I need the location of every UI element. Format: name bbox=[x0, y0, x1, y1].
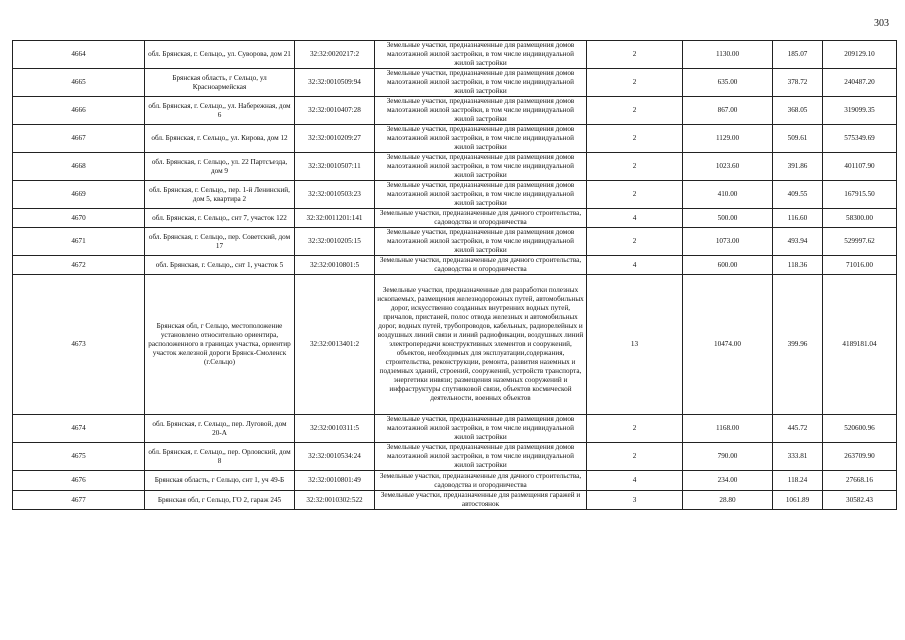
cadastral-value: 30582.43 bbox=[823, 491, 897, 510]
address-cell: обл. Брянская, г. Сельцо,, пер. Орловский, дом 8 bbox=[145, 443, 295, 471]
area-value: 28.80 bbox=[683, 491, 773, 510]
category-code: 2 bbox=[587, 153, 683, 181]
land-use-description: Земельные участки, предназначенные для размещения гаражей и автостоянок bbox=[375, 491, 587, 510]
area-value: 635.00 bbox=[683, 69, 773, 97]
land-use-description: Земельные участки, предназначенные для размещения домов малоэтажной жилой застройки, в том числе индивидуальной жилой застройки bbox=[375, 41, 587, 69]
cadastral-number: 32:32:0010311:5 bbox=[295, 415, 375, 443]
address-cell: обл. Брянская, г. Сельцо,, ул. 22 Партсъезда, дом 9 bbox=[145, 153, 295, 181]
table-row bbox=[13, 491, 897, 510]
cadastral-value: 319099.35 bbox=[823, 97, 897, 125]
area-value: 10474.00 bbox=[683, 275, 773, 415]
area-value: 867.00 bbox=[683, 97, 773, 125]
table-row bbox=[13, 41, 897, 69]
cadastral-number: 32:32:0010509:94 bbox=[295, 69, 375, 97]
table-row bbox=[13, 443, 897, 471]
address-cell: обл. Брянская, г. Сельцо,, ул. Кирова, дом 12 bbox=[145, 125, 295, 153]
address-cell: Брянская обл, г Сельцо, местоположение установлено относительно ориентира, расположенного в границах участка, ориентир участок железной дороги Брянск-Смоленск (г.Сельцо) bbox=[145, 275, 295, 415]
table-row bbox=[13, 181, 897, 209]
row-number: 4677 bbox=[13, 491, 145, 510]
row-number: 4668 bbox=[13, 153, 145, 181]
cadastral-value: 263709.90 bbox=[823, 443, 897, 471]
rate-value: 118.36 bbox=[773, 256, 823, 275]
area-value: 790.00 bbox=[683, 443, 773, 471]
rate-value: 509.61 bbox=[773, 125, 823, 153]
cadastral-value: 71016.00 bbox=[823, 256, 897, 275]
page-number: 303 bbox=[874, 18, 889, 29]
table-body bbox=[13, 41, 897, 510]
category-code: 2 bbox=[587, 181, 683, 209]
rate-value: 116.60 bbox=[773, 209, 823, 228]
land-use-description: Земельные участки, предназначенные для дачного строительства, садоводства и огородничества bbox=[375, 209, 587, 228]
cadastral-value: 58300.00 bbox=[823, 209, 897, 228]
row-number: 4675 bbox=[13, 443, 145, 471]
rate-value: 333.81 bbox=[773, 443, 823, 471]
cadastral-number: 32:32:0010302:522 bbox=[295, 491, 375, 510]
cadastral-value: 4189181.04 bbox=[823, 275, 897, 415]
area-value: 600.00 bbox=[683, 256, 773, 275]
category-code: 2 bbox=[587, 415, 683, 443]
address-cell: обл. Брянская, г. Сельцо,, пер. 1-й Ленинский, дом 5, квартира 2 bbox=[145, 181, 295, 209]
cadastral-number: 32:32:0010503:23 bbox=[295, 181, 375, 209]
address-cell: обл. Брянская, г. Сельцо,, снт 1, участок 5 bbox=[145, 256, 295, 275]
rate-value: 493.94 bbox=[773, 228, 823, 256]
land-use-description: Земельные участки, предназначенные для размещения домов малоэтажной жилой застройки, в том числе индивидуальной жилой застройки bbox=[375, 69, 587, 97]
category-code: 2 bbox=[587, 41, 683, 69]
row-number: 4666 bbox=[13, 97, 145, 125]
table-row bbox=[13, 275, 897, 415]
category-code: 4 bbox=[587, 209, 683, 228]
address-cell: Брянская область, г Сельцо, ул Красноармейская bbox=[145, 69, 295, 97]
land-use-description: Земельные участки, предназначенные для дачного строительства, садоводства и огородничества bbox=[375, 256, 587, 275]
area-value: 500.00 bbox=[683, 209, 773, 228]
row-number: 4671 bbox=[13, 228, 145, 256]
land-use-description: Земельные участки, предназначенные для размещения домов малоэтажной жилой застройки, в том числе индивидуальной жилой застройки bbox=[375, 181, 587, 209]
cadastral-value: 575349.69 bbox=[823, 125, 897, 153]
address-cell: Брянская область, г Сельцо, снт 1, уч 49-Б bbox=[145, 471, 295, 491]
cadastral-value: 240487.20 bbox=[823, 69, 897, 97]
rate-value: 368.05 bbox=[773, 97, 823, 125]
category-code: 13 bbox=[587, 275, 683, 415]
cadastral-value: 209129.10 bbox=[823, 41, 897, 69]
row-number: 4672 bbox=[13, 256, 145, 275]
land-use-description: Земельные участки, предназначенные для размещения домов малоэтажной жилой застройки, в том числе индивидуальной жилой застройки bbox=[375, 415, 587, 443]
land-use-description: Земельные участки, предназначенные для размещения домов малоэтажной жилой застройки, в том числе индивидуальной жилой застройки bbox=[375, 443, 587, 471]
area-value: 410.00 bbox=[683, 181, 773, 209]
table-row bbox=[13, 125, 897, 153]
category-code: 2 bbox=[587, 69, 683, 97]
row-number: 4665 bbox=[13, 69, 145, 97]
area-value: 1073.00 bbox=[683, 228, 773, 256]
cadastral-number: 32:32:0020217:2 bbox=[295, 41, 375, 69]
land-use-description: Земельные участки, предназначенные для размещения домов малоэтажной жилой застройки, в том числе индивидуальной жилой застройки bbox=[375, 228, 587, 256]
row-number: 4676 bbox=[13, 471, 145, 491]
cadastral-number: 32:32:0010209:27 bbox=[295, 125, 375, 153]
table-row bbox=[13, 228, 897, 256]
address-cell: обл. Брянская, г. Сельцо,, пер. Луговой, дом 20-А bbox=[145, 415, 295, 443]
rate-value: 409.55 bbox=[773, 181, 823, 209]
cadastral-number: 32:32:0010507:11 bbox=[295, 153, 375, 181]
land-registry-table bbox=[12, 40, 897, 510]
rate-value: 399.96 bbox=[773, 275, 823, 415]
area-value: 1129.00 bbox=[683, 125, 773, 153]
land-use-description: Земельные участки, предназначенные для разработки полезных ископаемых, размещения железнодорожных путей, автомобильных дорог, искусственно созданных внутренних водных путей, причалов, пристаней, полос отвода железных и автомобильных дорог, водных путей, трубопроводов, кабельных, радиорелейных и воздушных линий связи и линий радиофикации, воздушных линий электропередачи конструктивных элементов и сооружений, объектов, необходимых для эксплуатации,содержания, строительства, реконструкции, ремонта, развития наземных и подземных зданий, строений, сооружений, устройств транспорта, энергетики инвязи; размещения наземных сооружений и инфраструктуры спутниковой связи, объектов космической деятельности, военных объектов bbox=[375, 275, 587, 415]
category-code: 2 bbox=[587, 125, 683, 153]
area-value: 1023.60 bbox=[683, 153, 773, 181]
row-number: 4673 bbox=[13, 275, 145, 415]
cadastral-number: 32:32:0010205:15 bbox=[295, 228, 375, 256]
row-number: 4667 bbox=[13, 125, 145, 153]
cadastral-number: 32:32:0010534:24 bbox=[295, 443, 375, 471]
rate-value: 185.07 bbox=[773, 41, 823, 69]
table-row bbox=[13, 471, 897, 491]
table-row bbox=[13, 209, 897, 228]
rate-value: 445.72 bbox=[773, 415, 823, 443]
area-value: 1168.00 bbox=[683, 415, 773, 443]
category-code: 3 bbox=[587, 491, 683, 510]
cadastral-number: 32:32:0011201:141 bbox=[295, 209, 375, 228]
category-code: 4 bbox=[587, 471, 683, 491]
table-row bbox=[13, 415, 897, 443]
table-row bbox=[13, 97, 897, 125]
category-code: 2 bbox=[587, 228, 683, 256]
cadastral-value: 529997.62 bbox=[823, 228, 897, 256]
address-cell: обл. Брянская, г. Сельцо,, ул. Набережная, дом 6 bbox=[145, 97, 295, 125]
rate-value: 391.86 bbox=[773, 153, 823, 181]
address-cell: Брянская обл, г Сельцо, ГО 2, гараж 245 bbox=[145, 491, 295, 510]
cadastral-number: 32:32:0010407:28 bbox=[295, 97, 375, 125]
table-row bbox=[13, 256, 897, 275]
rate-value: 1061.89 bbox=[773, 491, 823, 510]
address-cell: обл. Брянская, г. Сельцо,, пер. Советский, дом 17 bbox=[145, 228, 295, 256]
area-value: 234.00 bbox=[683, 471, 773, 491]
row-number: 4669 bbox=[13, 181, 145, 209]
row-number: 4670 bbox=[13, 209, 145, 228]
land-use-description: Земельные участки, предназначенные для размещения домов малоэтажной жилой застройки, в том числе индивидуальной жилой застройки bbox=[375, 125, 587, 153]
cadastral-number: 32:32:0010801:49 bbox=[295, 471, 375, 491]
rate-value: 118.24 bbox=[773, 471, 823, 491]
category-code: 2 bbox=[587, 443, 683, 471]
cadastral-number: 32:32:0013401:2 bbox=[295, 275, 375, 415]
category-code: 2 bbox=[587, 97, 683, 125]
rate-value: 378.72 bbox=[773, 69, 823, 97]
cadastral-value: 520600.96 bbox=[823, 415, 897, 443]
cadastral-value: 401107.90 bbox=[823, 153, 897, 181]
area-value: 1130.00 bbox=[683, 41, 773, 69]
table-row bbox=[13, 153, 897, 181]
land-use-description: Земельные участки, предназначенные для дачного строительства, садоводства и огородничества bbox=[375, 471, 587, 491]
table-row bbox=[13, 69, 897, 97]
land-use-description: Земельные участки, предназначенные для размещения домов малоэтажной жилой застройки, в том числе индивидуальной жилой застройки bbox=[375, 97, 587, 125]
cadastral-number: 32:32:0010801:5 bbox=[295, 256, 375, 275]
address-cell: обл. Брянская, г. Сельцо,, ул. Суворова, дом 21 bbox=[145, 41, 295, 69]
row-number: 4664 bbox=[13, 41, 145, 69]
row-number: 4674 bbox=[13, 415, 145, 443]
address-cell: обл. Брянская, г. Сельцо,, снт 7, участок 122 bbox=[145, 209, 295, 228]
cadastral-value: 27668.16 bbox=[823, 471, 897, 491]
cadastral-value: 167915.50 bbox=[823, 181, 897, 209]
category-code: 4 bbox=[587, 256, 683, 275]
land-use-description: Земельные участки, предназначенные для размещения домов малоэтажной жилой застройки, в том числе индивидуальной жилой застройки bbox=[375, 153, 587, 181]
